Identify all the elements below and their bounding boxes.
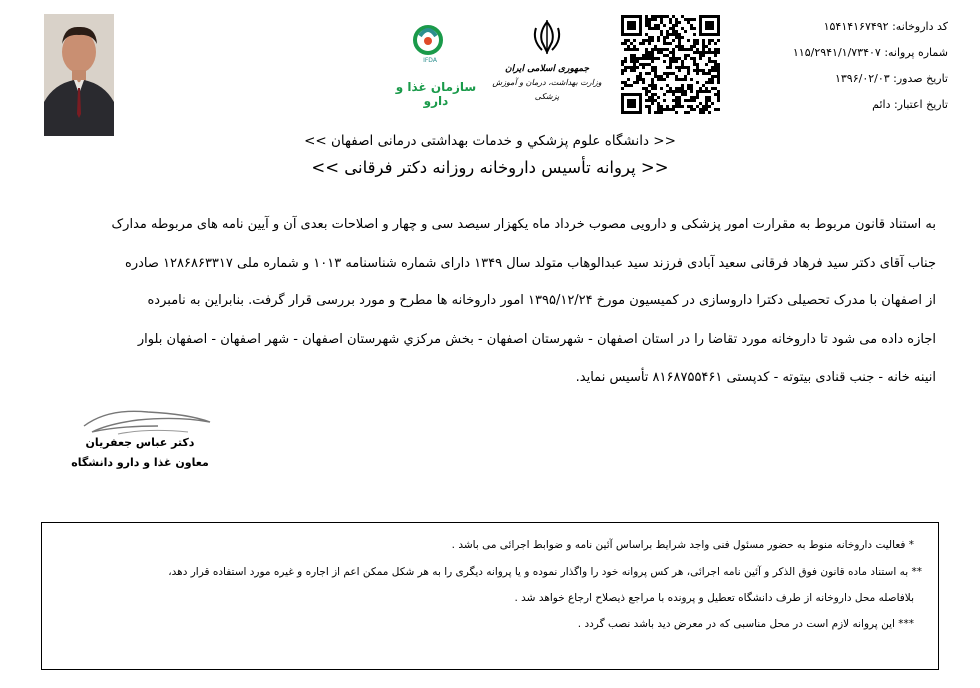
body-line-5: انینه خانه - جنب قنادی بیتوته - کدپستی ۸۱۶۸۷۵۵۴۶۱ تأسیس نماید.: [575, 370, 936, 385]
fda-name: سازمان غذا و دارو: [395, 80, 477, 108]
license-meta: [748, 14, 948, 118]
ministry-emblem: [492, 18, 602, 110]
university-heading: << دانشگاه علوم پزشکي و خدمات بهداشتی درمانی اصفهان >>: [304, 133, 676, 149]
body-line-3: از اصفهان با مدرک تحصیلی دکترا داروسازی در کمیسیون مورخ ۱۳۹۵/۱۲/۲۴ امور داروخانه ها مطرح و مورد بررسی قرار گرفت. بنابراین به نامبرده: [147, 293, 936, 308]
note-2: ** به استناد ماده قانون فوق الذکر و آئین نامه اجرائی، هر کس پروانه خود را واگذار نموده و یا پروانه دیگری را به هر شکل ممکن اعم از اجاره و غیره مورد استفاده قرار دهد،: [168, 566, 922, 578]
ministry-line2: وزارت بهداشت، درمان و آموزش پزشکی: [492, 78, 602, 101]
signatory-name: دکتر عباس جعفریان: [85, 436, 195, 449]
note-3: بلافاصله محل داروخانه از طرف دانشگاه تعطیل و پرونده با مراجع ذیصلاح ارجاع خواهد شد .: [514, 592, 914, 604]
issue-date: تاریخ صدور: ۱۳۹۶/۰۲/۰۳: [834, 72, 948, 85]
note-1: * فعالیت داروخانه منوط به حضور مسئول فنی واجد شرایط براساس آئین نامه و ضوابط اجرائی می باشد .: [451, 539, 914, 551]
applicant-photo: [44, 14, 114, 136]
license-title: << پروانه تأسیس داروخانه روزانه دکتر فرقانی >>: [311, 158, 669, 177]
signatory-title: معاون غذا و دارو دانشگاه: [71, 456, 209, 469]
note-4: *** این پروانه لازم است در محل مناسبی که در معرض دید باشد نصب گردد .: [577, 618, 914, 630]
ministry-line1: جمهوری اسلامی ایران: [504, 64, 590, 74]
body-line-2: جناب آقای دکتر سید فرهاد فرقانی سعید آبادی فرزند سید عبدالوهاب متولد سال ۱۳۴۹ دارای شماره شناسنامه ۱۰۱۳ و شماره ملی ۱۲۸۶۸۶۳۳۱۷ صادره: [125, 256, 936, 271]
fda-logo: [392, 18, 484, 106]
qr-code: [615, 14, 725, 114]
body-line-1: به استناد قانون مربوط به مقرارت امور پزشکی و دارویی مصوب خرداد ماه یکهزار سیصد سی و چهار و اصلاحات بعدی آن و آیین نامه های مربوطه مدارک: [111, 217, 936, 232]
fda-abbr: IFDA: [423, 57, 437, 64]
validity: تاریخ اعتبار: دائم: [872, 98, 948, 111]
pharmacy-code: کد داروخانه: ۱۵۴۱۴۱۶۷۴۹۲: [823, 20, 948, 33]
license-number: شماره پروانه: ۱۱۵/۲۹۴۱/۱/۷۳۴۰۷: [792, 46, 948, 59]
body-line-4: اجازه داده می شود تا داروخانه مورد تقاضا را در استان اصفهان - شهرستان اصفهان - بخش مرکزي شهرستان اصفهان - شهر اصفهان - اصفهان بلوار: [137, 332, 936, 347]
